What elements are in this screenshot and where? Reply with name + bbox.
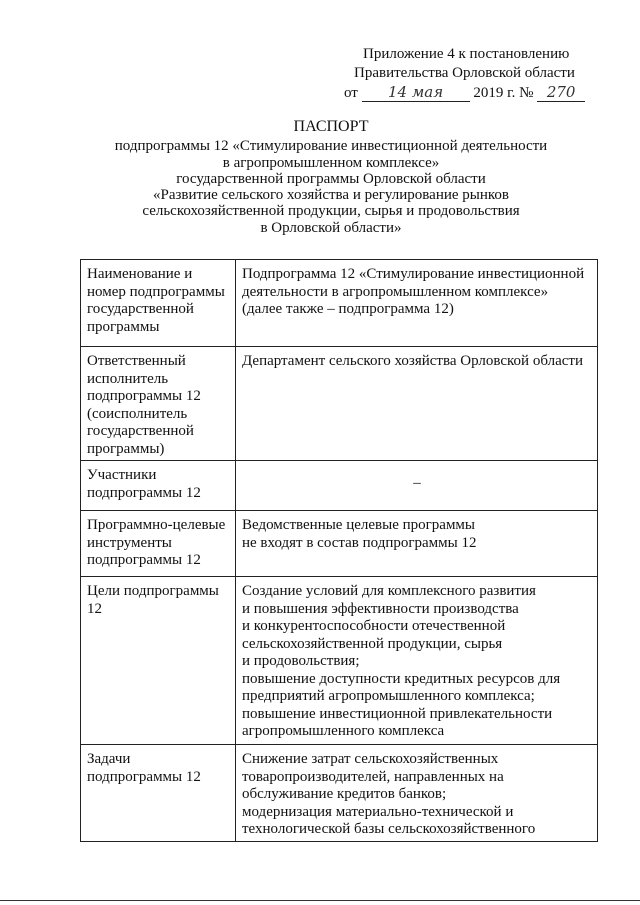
handwritten-date: 14 мая <box>362 84 470 102</box>
row-label: Наименование и номер подпрограммы государственной программы <box>81 260 236 347</box>
table-row <box>81 347 598 461</box>
row-label: Задачи подпрограммы 12 <box>81 745 236 842</box>
title-line: подпрограммы 12 «Стимулирование инвестиционной деятельности <box>114 138 548 155</box>
row-label: Цели подпрограммы 12 <box>81 577 236 745</box>
row-value: Снижение затрат сельскохозяйственных товаропроизводителей, направленных на обслуживание кредитов банков; модернизация материально-технической и технологической базы сельскохозяйственного <box>236 745 598 842</box>
row-label: Ответственный исполнитель подпрограммы 12 (соисполнитель государственной программы) <box>81 347 236 461</box>
row-value: Ведомственные целевые программы не входят в состав подпрограммы 12 <box>236 511 598 577</box>
row-label: Программно-целевые инструменты подпрограммы 12 <box>81 511 236 577</box>
year-label: 2019 г. № <box>473 85 534 101</box>
appendix-block <box>344 45 604 103</box>
row-value <box>236 461 598 511</box>
table-row <box>81 577 598 745</box>
title-line: государственной программы Орловской области <box>176 170 486 187</box>
table-row <box>81 461 598 511</box>
title-heading: ПАСПОРТ <box>293 118 369 135</box>
table-row <box>81 745 598 842</box>
document-title <box>80 119 582 236</box>
row-value: Подпрограмма 12 «Стимулирование инвестиционной деятельности в агропромышленном комплексе» (далее также – подпрограмма 12) <box>236 260 598 347</box>
appendix-date-line <box>344 84 604 103</box>
date-prefix: от <box>344 85 358 101</box>
row-value: Создание условий для комплексного развития и повышения эффективности производства и конкурентоспособности отечественной сельскохозяйственной продукции, сырья и продовольствия; повышение доступности кредитных ресурсов для предприятий агропромышленного комплекса; повышение инвестиционной привлекательности агропромышленного комплекса <box>236 577 598 745</box>
table-row <box>81 260 598 347</box>
page-bottom-rule <box>0 900 640 901</box>
appendix-line-2: Правительства Орловской области <box>354 65 575 81</box>
title-line: «Развитие сельского хозяйства и регулирование рынков <box>152 187 509 204</box>
title-line: сельскохозяйственной продукции, сырья и продовольствия <box>142 203 520 220</box>
row-label: Участники подпрограммы 12 <box>81 461 236 511</box>
row-value: Департамент сельского хозяйства Орловской области <box>236 347 598 461</box>
handwritten-number: 270 <box>537 84 585 102</box>
passport-table <box>80 259 598 842</box>
title-line: в агропромышленном комплексе» <box>222 154 440 171</box>
appendix-line-1: Приложение 4 к постановлению <box>363 46 570 62</box>
table-row <box>81 511 598 577</box>
empty-dash: – <box>413 475 421 491</box>
title-line: в Орловской области» <box>260 219 402 236</box>
